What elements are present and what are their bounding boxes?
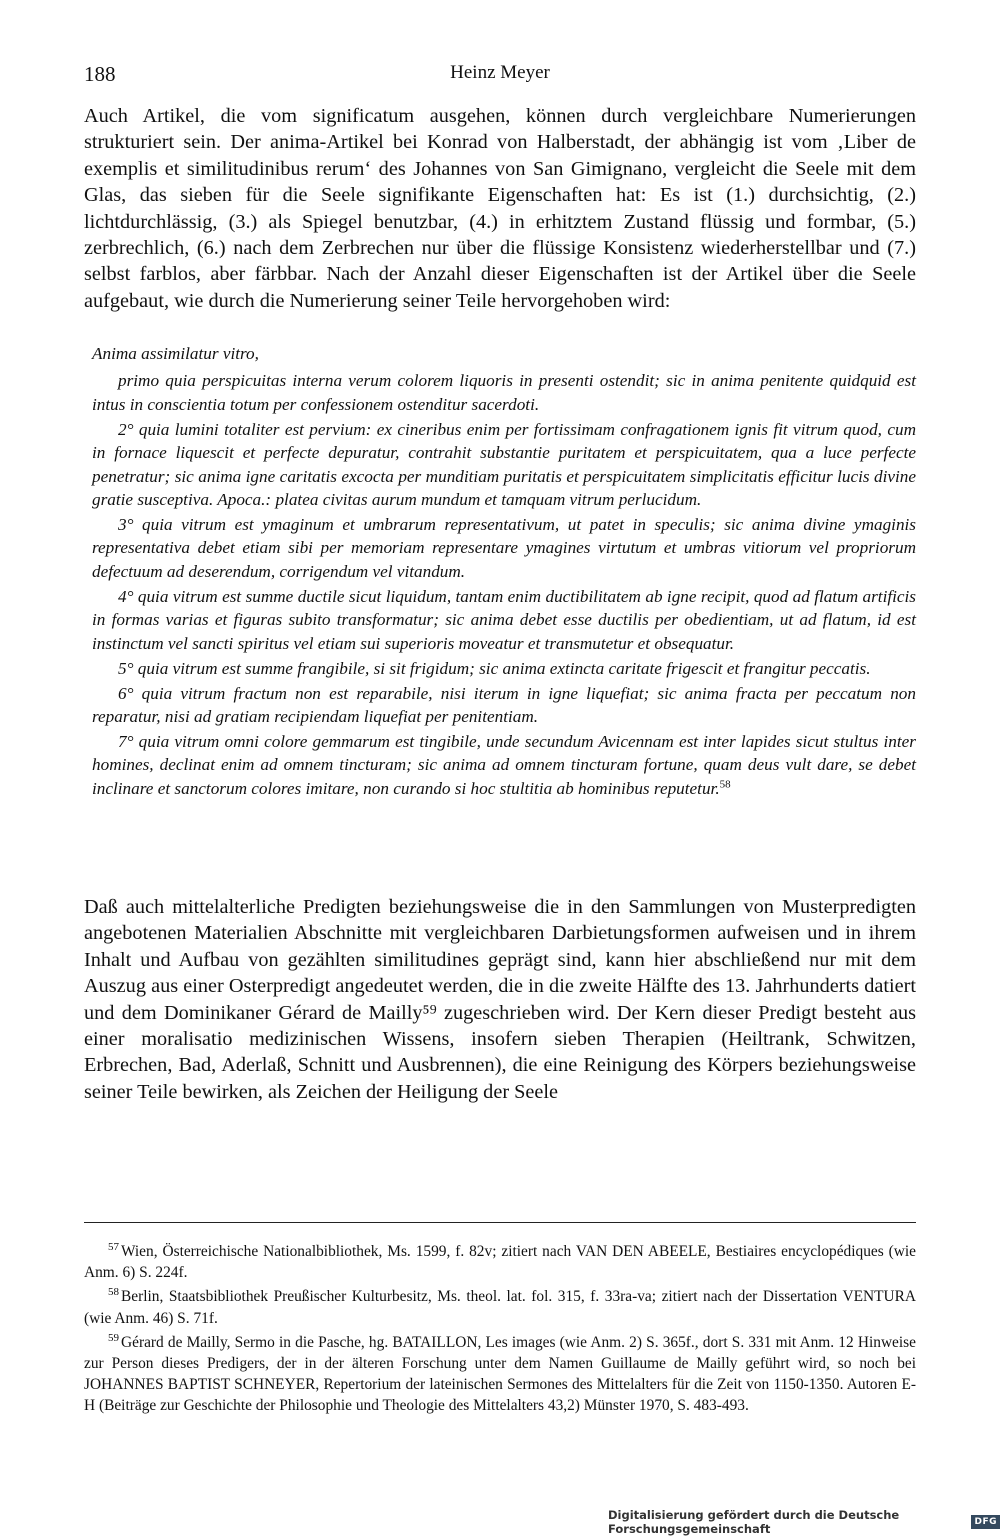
- page-header: [84, 62, 916, 88]
- footnote: [84, 1286, 916, 1328]
- quote-item: 5° quia vitrum est summe frangibile, si sit frigidum; sic anima extincta caritate frigescit et frangitur peccatis.: [118, 658, 871, 678]
- footnote: [84, 1332, 916, 1417]
- paragraph-2: Daß auch mittelalterliche Predigten beziehungsweise die in den Sammlungen von Musterpredigten angebotenen Materialien Abschnitte mit vergleichbaren Darbietungsformen aufweisen und in ihrem Inhalt und Aufbau von gezählten similitudines geprägt sind, kann hier abschließend nur mit dem Auszug aus einer Osterpredigt angedeutet werden, die in die zweite Hälfte des 13. Jahrhunderts datiert und dem Dominikaner Gérard de Mailly⁵⁹ zugeschrieben wird. Der Kern dieser Predigt besteht aus einer moralisatio medizinischen Wissens, insofern sieben Therapien (Heiltrank, Schwitzen, Erbrechen, Bad, Aderlaß, Schnitt und Ausbrennen), die eine Reinigung des Körpers beziehungsweise seiner Teile bewirken, als Zeichen der Heiligung der Seele: [84, 896, 916, 1103]
- footnote-separator: [84, 1222, 916, 1223]
- quote-item: 2° quia lumini totaliter est pervium: ex cineribus enim per fortissimam confragationem ignis fit vitrum quod, cum in fornace liquescit et perfecte depuratur, contrahit substantie puritatem et perspicuitatem, qua a luce perfecte penetratur; sic anima igne caritatis excocta per munditiam puritatis et perspicuitatem simplicitatis efficitur lucis divine gratie susceptiva. Apoca.: platea civitas aurum mundum et tamquam vitrum perlucidum.: [92, 419, 916, 510]
- footnote-text: Berlin, Staatsbibliothek Preußischer Kulturbesitz, Ms. theol. lat. fol. 315, f. 33ra-va; zitiert nach der Dissertation VENTURA (wie Anm. 46) S. 71f.: [84, 1288, 916, 1327]
- footnote-text: Wien, Österreichische Nationalbibliothek, Ms. 1599, f. 82v; zitiert nach VAN DEN ABEELE, Bestiaires encyclopédiques (wie Anm. 6) S. 224f.: [84, 1243, 916, 1282]
- latin-quotation: [92, 342, 916, 802]
- footnote-reference[interactable]: 58: [719, 778, 731, 791]
- footnote-number: 57: [108, 1240, 119, 1253]
- quote-item: primo quia perspicuitas interna verum colorem liquoris in presenti ostendit; sic in anima penitente quidquid est intus in conscientia totum per confessionem ostenditur sacerdoti.: [92, 371, 916, 414]
- running-head: Heinz Meyer: [450, 62, 550, 83]
- paragraph-1: Auch Artikel, die vom significatum ausgehen, können durch vergleichbare Numerierungen strukturiert sein. Der anima-Artikel bei Konrad von Halberstadt, der abhängig ist vom ‚Liber de exemplis et similitudinibus rerum‘ des Johannes von San Gimignano, vergleicht die Seele mit dem Glas, das sieben für die Seele signifikante Eigenschaften hat: Es ist (1.) durchsichtig, (2.) lichtdurchlässig, (3.) als Spiegel benutzbar, (4.) in erhitztem Zustand flüssig und formbar, (5.) zerbrechlich, (6.) nach dem Zerbrechen nur über die flüssige Konsistenz wiederherstellbar und (7.) selbst farblos, aber färbbar. Nach der Anzahl dieser Eigenschaften ist der Artikel über die Seele aufgebaut, wie durch die Numerierung seiner Teile hervorgehoben wird:: [84, 105, 916, 312]
- quote-item-text: 7° quia vitrum omni colore gemmarum est tingibile, unde secundum Avicennam est inter lapides sicut stultus inter homines, declinat enim ad omnem tincturam; sic anima ad omnem tincturam fortune, quam deus vult dare, se debet inclinare et sanctorum colores imitare, non curando si hoc stultitia ab hominibus reputetur.: [92, 732, 916, 798]
- digitization-banner: [608, 1508, 1000, 1536]
- quote-item: 3° quia vitrum est ymaginum et umbrarum representativum, ut patet in speculis; sic anima divine ymaginis representativa debet etiam sibi per memoriam representare ymagines virtutum et umbras vitiorum vel propriorum defectuum ad deserendum, corrigendum vel vitandum.: [92, 515, 916, 581]
- banner-text: Digitalisierung gefördert durch die Deutsche Forschungsgemeinschaft: [608, 1508, 900, 1536]
- footnote-number: 58: [108, 1286, 119, 1299]
- footnote-text: Gérard de Mailly, Sermo in die Pasche, hg. BATAILLON, Les images (wie Anm. 2) S. 365f., dort S. 331 mit Anm. 12 Hinweise zur Person dieses Predigers, der in der älteren Forschung unter dem Namen Guillaume de Mailly geführt wird, so noch bei JOHANNES BAPTIST SCHNEYER, Repertorium der lateinischen Sermones des Mittelalters für die Zeit von 1150-1350. Autoren E-H (Beiträge zur Geschichte der Philosophie und Theologie des Mittelalters 43,2) Münster 1970, S. 483-493.: [84, 1333, 916, 1415]
- quote-lead: Anima assimilatur vitro,: [92, 344, 259, 363]
- quote-item-last: [92, 730, 916, 800]
- quote-item: 6° quia vitrum fractum non est reparabile, nisi iterum in igne liquefiat; sic anima fracta per peccatum non reparatur, nisi ad gratiam recipiendam liquefiat per penitentiam.: [92, 683, 916, 727]
- page-number: 188: [84, 62, 116, 86]
- footnote-number: 59: [108, 1331, 119, 1344]
- dfg-logo: DFG: [971, 1515, 1000, 1529]
- quote-item: 4° quia vitrum est summe ductile sicut liquidum, tantam enim ductibilitatem ab igne recipit, quod ad flatum artificis in formas varias et figuras subito transformatur; sic anima debet esse ductilis per obedientiam, ut ad flatum, id est instinctum vel sancti spiritus vel etiam sui superioris moveatur et transmutetur et obsequatur.: [92, 586, 916, 653]
- footnote: [84, 1241, 916, 1283]
- footnotes: [84, 1241, 916, 1420]
